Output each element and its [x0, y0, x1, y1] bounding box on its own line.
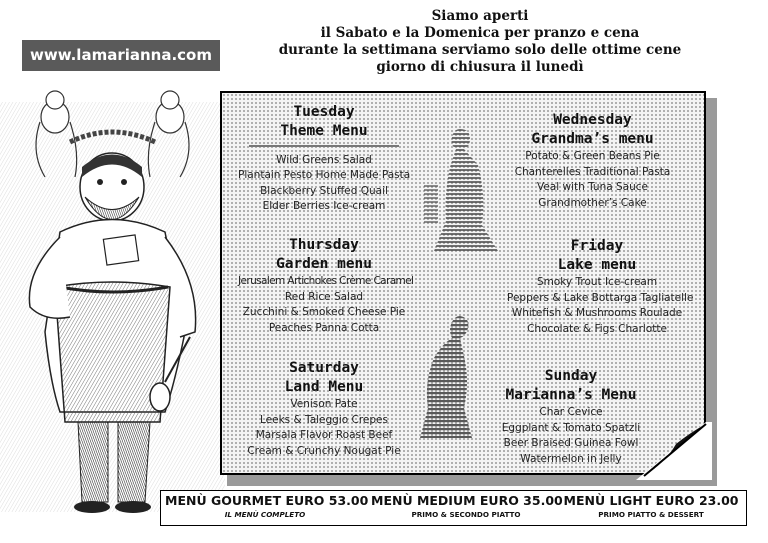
menu-wednesday — [505, 111, 680, 211]
menu-item: Red Rice Salad — [284, 290, 364, 303]
menu-item: Watermelon in Jelly — [520, 452, 622, 465]
menu-item: Cream & Crunchy Nougat Pie — [247, 444, 401, 457]
lady-silhouette-bottom — [412, 312, 482, 440]
menu-item: Smoky Trout Ice-cream — [536, 276, 658, 288]
menu-thursday — [238, 236, 414, 336]
menu-item: Jerusalem Artichokes Crème Caramel — [238, 275, 414, 287]
price-gourmet-label: MENÙ GOURMET EURO 53.00 — [165, 493, 369, 508]
lady-silhouette-top — [420, 125, 505, 255]
price-medium — [371, 493, 561, 521]
saturday-day-title: Saturday — [289, 360, 359, 376]
menu-item: Peppers & Lake Bottarga Tagliatelle — [507, 291, 694, 304]
chef-illustration — [0, 82, 225, 522]
friday-menu-title: Lake menu — [557, 257, 637, 273]
menu-item: Elder Berries Ice-cream — [262, 200, 386, 212]
header-line-weekend: il Sabato e la Domenica per pranzo e cena — [320, 25, 640, 41]
wednesday-day-title: Wednesday — [553, 112, 632, 128]
price-light-note: PRIMO PIATTO & DESSERT — [598, 510, 704, 519]
header-line-open: Siamo aperti — [431, 8, 529, 24]
menu-item: Blackberry Stuffed Quail — [260, 184, 388, 197]
price-light-label: MENÙ LIGHT EURO 23.00 — [563, 493, 739, 508]
menu-item: Plantain Pesto Home Made Pasta — [238, 169, 411, 181]
price-light — [559, 493, 743, 521]
price-medium-note: PRIMO & SECONDO PIATTO — [411, 510, 521, 519]
thursday-menu-title: Garden menu — [275, 256, 373, 272]
friday-day-title: Friday — [570, 238, 624, 254]
menu-sunday — [482, 367, 660, 467]
menu-item: Eggplant & Tomato Spatzli — [501, 421, 641, 434]
saturday-menu-title: Land Menu — [284, 379, 364, 395]
menu-tuesday — [238, 103, 410, 215]
menu-item: Chocolate & Figs Charlotte — [527, 322, 667, 335]
menu-item: Grandmother’s Cake — [538, 196, 647, 209]
menu-friday — [507, 237, 694, 337]
opening-hours-header — [250, 8, 710, 76]
menu-item: Beer Braised Guinea Fowl — [503, 437, 639, 449]
tuesday-day-title: Tuesday — [293, 104, 355, 120]
menu-item: Chanterelles Traditional Pasta — [514, 165, 671, 178]
menu-item: Venison Pate — [290, 398, 358, 410]
price-gourmet — [165, 493, 369, 521]
menu-saturday — [238, 359, 410, 459]
wednesday-menu-title: Grandma’s menu — [531, 131, 654, 147]
price-bar — [160, 490, 747, 526]
header-line-weekdays: durante la settimana serviamo solo delle ottime cene — [278, 42, 682, 58]
menu-item: Whitefish & Mushrooms Roulade — [511, 307, 683, 319]
sunday-menu-title: Marianna’s Menu — [505, 387, 637, 403]
price-medium-label: MENÙ MEDIUM EURO 35.00 — [371, 493, 563, 508]
menu-item: Potato & Green Beans Pie — [525, 150, 660, 162]
tuesday-menu-title: Theme Menu — [280, 123, 368, 139]
thursday-day-title: Thursday — [289, 237, 359, 253]
menu-item: Veal with Tuna Sauce — [536, 181, 649, 193]
header-line-closing-day: giorno di chiusura il lunedì — [376, 59, 584, 75]
website-link[interactable]: www.lamarianna.com — [22, 40, 220, 71]
menu-item: Leeks & Taleggio Crepes — [260, 413, 388, 426]
menu-item: Marsala Flavor Roast Beef — [255, 429, 393, 441]
sunday-day-title: Sunday — [544, 368, 598, 384]
menu-item: Peaches Panna Cotta — [268, 321, 380, 334]
menu-item: Char Cevice — [539, 406, 603, 418]
tuesday-divider — [249, 145, 399, 147]
price-gourmet-note: IL MENÙ COMPLETO — [224, 510, 306, 519]
menu-item: Zucchini & Smoked Cheese Pie — [242, 306, 406, 318]
menu-item: Wild Greens Salad — [276, 153, 372, 166]
